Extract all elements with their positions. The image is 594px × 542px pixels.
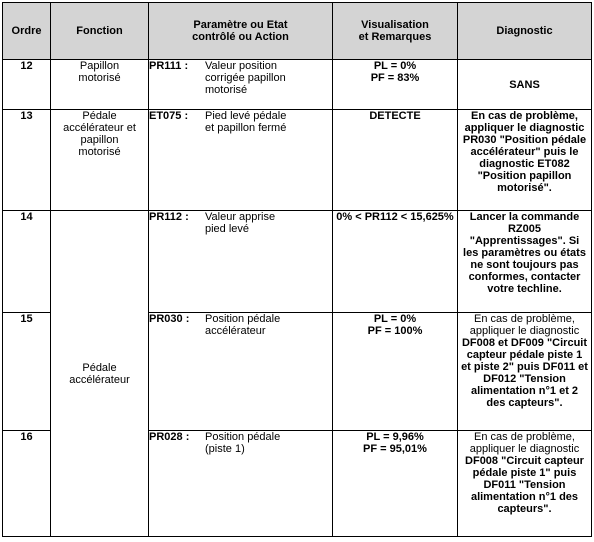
fonction-line: Papillon xyxy=(79,60,120,72)
diagnostic-line: appliquer le diagnostic xyxy=(469,443,580,455)
diagnostic-line: les paramètres ou états xyxy=(463,247,586,259)
diagnostic-cell: SANS xyxy=(458,60,592,110)
visualisation-cell xyxy=(333,431,458,537)
diagnostic-line: ne sont toujours pas xyxy=(470,259,579,271)
visualisation-cell xyxy=(333,60,458,110)
header-row xyxy=(3,3,592,60)
table-row xyxy=(3,60,592,110)
header-fonction: Fonction xyxy=(51,3,149,60)
header-visualisation-line2: et Remarques xyxy=(358,31,432,43)
fonction-line: motorisé xyxy=(78,72,121,84)
parametre-code: PR111 : xyxy=(149,60,189,72)
fonction-cell xyxy=(51,110,149,211)
visualisation-cell xyxy=(333,110,458,211)
diagnostic-line: accélérateur" puis le xyxy=(470,146,579,158)
visualisation-line: DETECTE xyxy=(369,110,421,122)
visualisation-line: PF = 83% xyxy=(370,72,420,84)
parametre-cell xyxy=(149,60,333,110)
parametre-line: accélérateur xyxy=(205,325,266,337)
fonction-cell-merged xyxy=(51,211,149,537)
header-visualisation-line1: Visualisation xyxy=(361,19,429,31)
parametre-description xyxy=(205,431,323,455)
parametre-cell xyxy=(149,211,333,313)
table-row xyxy=(3,211,592,313)
fonction-line: motorisé xyxy=(78,146,121,158)
parametre-line: Valeur position xyxy=(205,60,277,72)
ordre-cell: 15 xyxy=(3,313,51,431)
visualisation-cell xyxy=(333,211,458,313)
parametre-line: (piste 1) xyxy=(205,443,245,455)
parametre-description xyxy=(205,110,323,134)
diagnostic-line: En cas de problème, xyxy=(471,110,578,122)
diagnostic-table xyxy=(2,2,592,537)
parametre-code: ET075 : xyxy=(149,110,189,122)
header-parametre-line2: contrôlé ou Action xyxy=(192,31,289,43)
diagnostic-line: PR030 "Position pédale xyxy=(462,134,587,146)
diagnostic-line: et piste 2" puis DF011 et xyxy=(461,361,588,373)
diagnostic-cell xyxy=(458,313,592,431)
parametre-code: PR028 : xyxy=(149,431,190,443)
diagnostic-line: DF008 "Circuit capteur xyxy=(465,455,584,467)
parametre-code: PR112 : xyxy=(149,211,189,223)
fonction-line: papillon xyxy=(80,134,119,146)
header-parametre xyxy=(149,3,333,60)
parametre-cell xyxy=(149,110,333,211)
diagnostic-line: appliquer le diagnostic xyxy=(469,325,580,337)
diagnostic-cell xyxy=(458,211,592,313)
diagnostic-line: En cas de problème, xyxy=(474,313,575,325)
fonction-line: Pédale xyxy=(82,110,117,122)
diagnostic-line: "Apprentissages". Si xyxy=(469,235,580,247)
parametre-line: Pied levé pédale xyxy=(205,110,287,122)
visualisation-line: PF = 95,01% xyxy=(363,443,427,455)
diagnostic-line: votre techline. xyxy=(487,283,562,295)
diagnostic-line: En cas de problème, xyxy=(474,431,575,443)
visualisation-line: PL = 0% xyxy=(373,313,417,325)
parametre-description xyxy=(205,313,323,337)
visualisation-line: 0% < PR112 < 15,625% xyxy=(336,211,454,223)
visualisation-line: PL = 9,96% xyxy=(366,431,424,443)
diagnostic-line: motorisé". xyxy=(497,182,552,194)
diagnostic-line: conformes, contacter xyxy=(468,271,581,283)
parametre-line: corrigée papillon xyxy=(205,72,286,84)
diagnostic-line: alimentation n°1 et 2 xyxy=(470,385,579,397)
header-ordre: Ordre xyxy=(3,3,51,60)
visualisation-cell xyxy=(333,313,458,431)
parametre-line: pied levé xyxy=(205,223,250,235)
parametre-line: Valeur apprise xyxy=(205,211,276,223)
parametre-line: Position pédale xyxy=(205,431,281,443)
parametre-line: motorisé xyxy=(205,84,248,96)
header-visualisation xyxy=(333,3,458,60)
diagnostic-cell xyxy=(458,110,592,211)
parametre-code: PR030 : xyxy=(149,313,190,325)
table-row xyxy=(3,110,592,211)
diagnostic-line: des capteurs". xyxy=(486,397,563,409)
header-diagnostic: Diagnostic xyxy=(458,3,592,60)
visualisation-line: PF = 100% xyxy=(367,325,423,337)
fonction-line: accélérateur xyxy=(69,373,130,386)
diagnostic-line: capteur pédale piste 1 xyxy=(466,349,583,361)
ordre-cell: 12 xyxy=(3,60,51,110)
visualisation-line: PL = 0% xyxy=(373,60,417,72)
diagnostic-line: alimentation n°1 des xyxy=(470,491,579,503)
header-parametre-line1: Paramètre ou Etat xyxy=(193,19,288,31)
diagnostic-line: RZ005 xyxy=(507,223,542,235)
parametre-cell xyxy=(149,313,333,431)
diagnostic-line: capteurs". xyxy=(497,503,552,515)
parametre-line: Position pédale xyxy=(205,313,281,325)
parametre-cell xyxy=(149,431,333,537)
diagnostic-line: Lancer la commande xyxy=(469,211,580,223)
ordre-cell: 16 xyxy=(3,431,51,537)
diagnostic-line: diagnostic ET082 xyxy=(479,158,570,170)
parametre-description xyxy=(205,60,323,96)
fonction-line: Pédale xyxy=(82,361,117,374)
diagnostic-line: DF012 "Tension xyxy=(483,373,566,385)
parametre-line: et papillon fermé xyxy=(205,122,287,134)
diagnostic-cell xyxy=(458,431,592,537)
diagnostic-line: "Position papillon xyxy=(477,170,572,182)
diagnostic-line: pédale piste 1" puis xyxy=(472,467,577,479)
ordre-cell: 13 xyxy=(3,110,51,211)
diagnostic-line: DF011 "Tension xyxy=(483,479,566,491)
diagnostic-line: appliquer le diagnostic xyxy=(464,122,585,134)
fonction-cell xyxy=(51,60,149,110)
parametre-description xyxy=(205,211,323,235)
ordre-cell: 14 xyxy=(3,211,51,313)
diagnostic-line: DF008 et DF009 "Circuit xyxy=(461,337,588,349)
fonction-line: accélérateur et xyxy=(63,122,136,134)
